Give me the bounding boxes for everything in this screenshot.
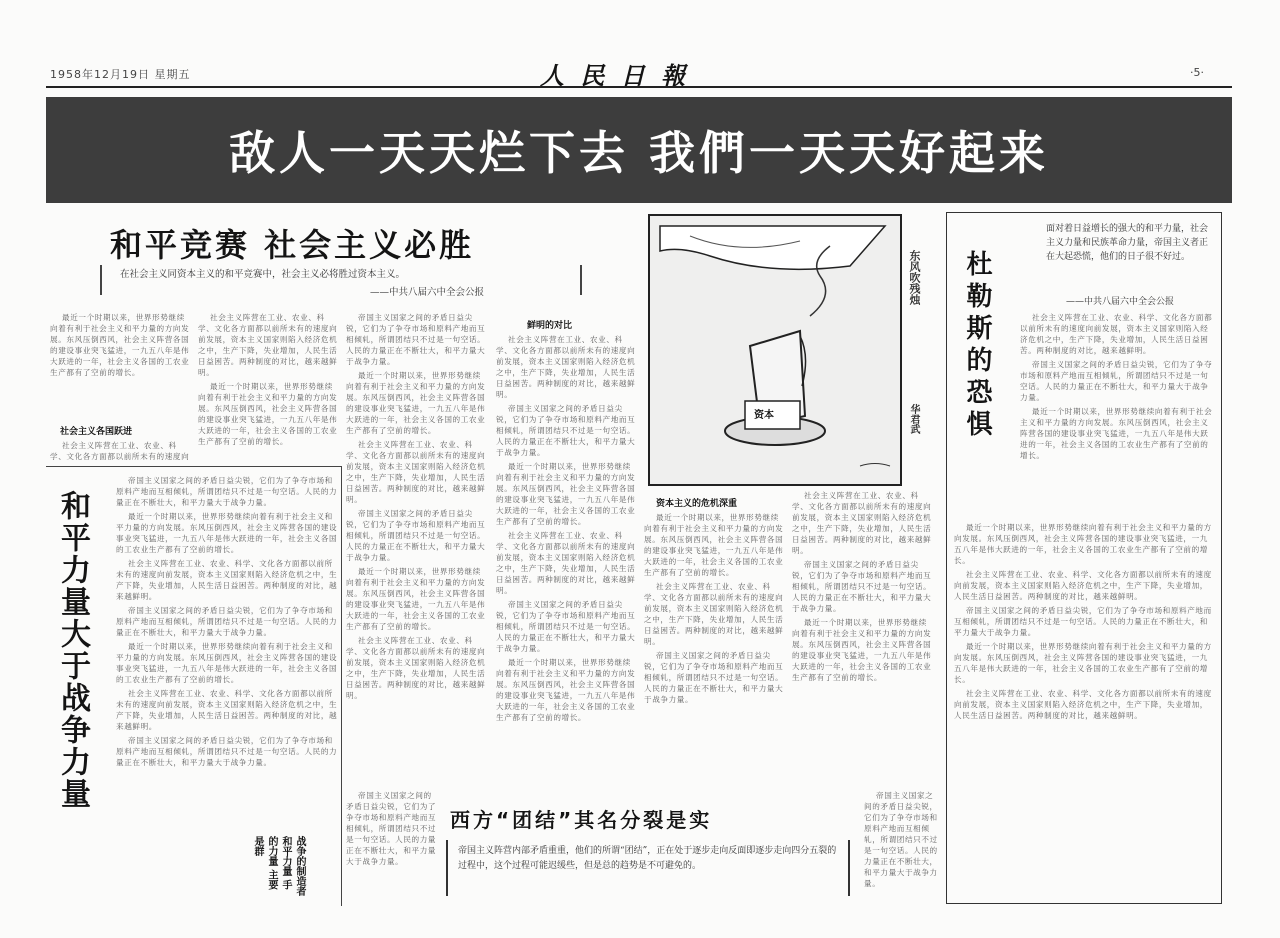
lead-headline: 和平竞赛 社会主义必胜 <box>110 226 475 264</box>
dulles-paragraph: 帝国主义国家之间的矛盾日益尖锐，它们为了争夺市场和原料产地而互相倾轧，所谓团结只不过是一句空话。人民的力量正在不断壮大，和平力量大于战争力量。 <box>1020 360 1213 402</box>
lead-quote: 在社会主义同资本主义的和平竞赛中，社会主义必将胜过资本主义。 <box>120 269 406 280</box>
dulles-paragraph: 社会主义阵营在工业、农业、科学、文化各方面都以前所未有的速度向前发展，资本主义国家则陷入经济危机之中，生产下降，失业增加，人民生活日益困苦。两种制度的对比，越来越鲜明。 <box>1020 313 1213 355</box>
lead-paragraph: 最近一个时期以来，世界形势继续向着有利于社会主义和平力量的方向发展。东风压倒西风，社会主义阵营各国的建设事业突飞猛进，一九五八年是伟大跃进的一年，社会主义各国的工农业生产都有了空前的增长。 <box>346 567 486 631</box>
cartoon-paragraph: 最近一个时期以来，世界形势继续向着有利于社会主义和平力量的方向发展。东风压倒西风，社会主义阵营各国的建设事业突飞猛进，一九五八年是伟大跃进的一年，社会主义各国的工农业生产都有了空前的增长。 <box>644 513 784 577</box>
lower-column-1 <box>346 790 438 900</box>
lead-paragraph: 最近一个时期以来，世界形势继续向着有利于社会主义和平力量的方向发展。东风压倒西风，社会主义阵营各国的建设事业突飞猛进，一九五八年是伟大跃进的一年，社会主义各国的工农业生产都有了空前的增长。 <box>50 313 190 377</box>
lead-column-3 <box>346 312 488 782</box>
dulles-paragraph: 帝国主义国家之间的矛盾日益尖锐，它们为了争夺市场和原料产地而互相倾轧，所谓团结只不过是一句空话。人民的力量正在不断壮大，和平力量大于战争力量。 <box>954 606 1212 637</box>
cartoon-paragraph: 社会主义阵营在工业、农业、科学、文化各方面都以前所未有的速度向前发展，资本主义国家则陷入经济危机之中，生产下降，失业增加，人民生活日益困苦。两种制度的对比，越来越鲜明。 <box>792 491 932 555</box>
dulles-paragraph: 社会主义阵营在工业、农业、科学、文化各方面都以前所未有的速度向前发展，资本主义国家则陷入经济危机之中，生产下降，失业增加，人民生活日益困苦。两种制度的对比，越来越鲜明。 <box>954 570 1212 601</box>
lead-paragraph: 帝国主义国家之间的矛盾日益尖锐，它们为了争夺市场和原料产地而互相倾轧，所谓团结只不过是一句空话。人民的力量正在不断壮大，和平力量大于战争力量。 <box>496 404 636 457</box>
peace-paragraph: 帝国主义国家之间的矛盾日益尖锐，它们为了争夺市场和原料产地而互相倾轧，所谓团结只不过是一句空话。人民的力量正在不断壮大，和平力量大于战争力量。 <box>116 606 338 637</box>
lead-paragraph: 最近一个时期以来，世界形势继续向着有利于社会主义和平力量的方向发展。东风压倒西风，社会主义阵营各国的建设事业突飞猛进，一九五八年是伟大跃进的一年，社会主义各国的工农业生产都有了空前的增长。 <box>198 382 338 446</box>
banner-headline: 敌人一天天烂下去 我們一天天好起来 <box>46 97 1232 203</box>
cartoon-title: 东风吹残烛 <box>908 250 921 305</box>
lead-column-2 <box>198 312 338 462</box>
section-rule <box>46 466 342 467</box>
lead-column-1b <box>50 440 190 462</box>
lead-column-1 <box>50 312 190 404</box>
dulles-column-top <box>1020 312 1216 518</box>
cup-label: 资本 <box>754 410 774 421</box>
dulles-quote: 面对着日益增长的强大的和平力量，社会主义力量和民族革命力量，帝国主义者正在大起恐慌，他们的日子很不好过。 <box>1046 224 1209 262</box>
cartoon-paragraph: 最近一个时期以来，世界形势继续向着有利于社会主义和平力量的方向发展。东风压倒西风，社会主义阵营各国的建设事业突飞猛进，一九五八年是伟大跃进的一年，社会主义各国的工农业生产都有了空前的增长。 <box>792 618 932 682</box>
dulles-headline: 杜勒斯的恐惧 <box>962 250 992 442</box>
lead-paragraph: 社会主义阵营在工业、农业、科学、文化各方面都以前所未有的速度向前发展，资本主义国家则陷入经济危机之中，生产下降，失业增加，人民生活日益困苦。两种制度的对比，越来越鲜明。 <box>496 531 636 595</box>
cartoon-frame <box>648 214 902 486</box>
lead-paragraph: 社会主义阵营在工业、农业、科学、文化各方面都以前所未有的速度向前发展，资本主义国家则陷入经济危机之中，生产下降，失业增加，人民生活日益困苦。两种制度的对比，越来越鲜明。 <box>346 636 486 700</box>
dulles-quote-source: ——中共八届六中全会公报 <box>1066 297 1175 307</box>
column-subhead: 鲜明的对比 <box>527 321 573 331</box>
peace-paragraph: 社会主义阵营在工业、农业、科学、文化各方面都以前所未有的速度向前发展，资本主义国家则陷入经济危机之中，生产下降，失业增加，人民生活日益困苦。两种制度的对比，越来越鲜明。 <box>116 689 338 731</box>
quote-bracket-left <box>100 265 102 295</box>
quote-bracket-right <box>580 265 582 295</box>
west-quote-box <box>446 840 850 896</box>
lead-paragraph: 社会主义阵营在工业、农业、科学、文化各方面都以前所未有的速度向前发展，资本主义国家则陷入经济危机之中，生产下降，失业增加，人民生活日益困苦。两种制度的对比，越来越鲜明。 <box>346 440 486 504</box>
lead-paragraph: 帝国主义国家之间的矛盾日益尖锐，它们为了争夺市场和原料产地而互相倾轧，所谓团结只不过是一句空话。人民的力量正在不断壮大，和平力量大于战争力量。 <box>346 313 486 366</box>
masthead-paper-name: 人 民 日 報 <box>540 61 690 90</box>
column-divider <box>341 466 342 906</box>
candle-cartoon-illustration <box>650 216 900 484</box>
lead-quote-source: ——中共八届六中全会公报 <box>370 287 485 298</box>
dulles-paragraph: 最近一个时期以来，世界形势继续向着有利于社会主义和平力量的方向发展。东风压倒西风，社会主义阵营各国的建设事业突飞猛进，一九五八年是伟大跃进的一年，社会主义各国的工农业生产都有了空前的增长。 <box>954 642 1212 684</box>
cartoon-caption: 资本主义的危机深重 <box>656 499 738 509</box>
lead-paragraph: 最近一个时期以来，世界形势继续向着有利于社会主义和平力量的方向发展。东风压倒西风，社会主义阵营各国的建设事业突飞猛进，一九五八年是伟大跃进的一年，社会主义各国的工农业生产都有了空前的增长。 <box>496 462 636 526</box>
peace-paragraph: 最近一个时期以来，世界形势继续向着有利于社会主义和平力量的方向发展。东风压倒西风，社会主义阵营各国的建设事业突飞猛进，一九五八年是伟大跃进的一年，社会主义各国的工农业生产都有了空前的增长。 <box>116 512 338 554</box>
lead-paragraph: 社会主义阵营在工业、农业、科学、文化各方面都以前所未有的速度向前发展，资本主义国家则陷入经济危机之中，生产下降，失业增加，人民生活日益困苦。两种制度的对比，越来越鲜明。 <box>496 335 636 399</box>
west-headline: 西方“团结”其名分裂是实 <box>450 808 713 832</box>
lead-paragraph: 帝国主义国家之间的矛盾日益尖锐，它们为了争夺市场和原料产地而互相倾轧，所谓团结只不过是一句空话。人民的力量正在不断壮大，和平力量大于战争力量。 <box>346 509 486 562</box>
dulles-paragraph: 最近一个时期以来，世界形势继续向着有利于社会主义和平力量的方向发展。东风压倒西风，社会主义阵营各国的建设事业突飞猛进，一九五八年是伟大跃进的一年，社会主义各国的工农业生产都有了空前的增长。 <box>1020 407 1213 460</box>
cartoon-column-2 <box>792 490 932 780</box>
lead-paragraph: 最近一个时期以来，世界形势继续向着有利于社会主义和平力量的方向发展。东风压倒西风，社会主义阵营各国的建设事业突飞猛进，一九五八年是伟大跃进的一年，社会主义各国的工农业生产都有了空前的增长。 <box>496 658 636 722</box>
dulles-column-bottom <box>954 522 1216 898</box>
vertical-headline: 和平力量大于战争力量 <box>55 490 90 810</box>
west-column <box>864 790 940 900</box>
lead-paragraph: 社会主义阵营在工业、农业、科学、文化各方面都以前所未有的速度向 <box>50 441 190 461</box>
cartoon-paragraph: 社会主义阵营在工业、农业、科学、文化各方面都以前所未有的速度向前发展，资本主义国家则陷入经济危机之中，生产下降，失业增加，人民生活日益困苦。两种制度的对比，越来越鲜明。 <box>644 582 784 646</box>
west-quote: 帝国主义阵营内部矛盾重重，他们的所谓“团结”，正在处于逐步走向反面即逐步走向四分五裂的过程中，这个过程可能迟缓些，但是总的趋势是不可避免的。 <box>458 846 837 871</box>
masthead-page-number: ·5· <box>1190 66 1204 79</box>
lead-paragraph: 帝国主义国家之间的矛盾日益尖锐，它们为了争夺市场和原料产地而互相倾轧，所谓团结只不过是一句空话。人民的力量正在不断壮大，和平力量大于战争力量。 <box>496 600 636 653</box>
peace-paragraph: 社会主义阵营在工业、农业、科学、文化各方面都以前所未有的速度向前发展，资本主义国家则陷入经济危机之中，生产下降，失业增加，人民生活日益困苦。两种制度的对比，越来越鲜明。 <box>116 559 338 601</box>
peace-paragraph: 最近一个时期以来，世界形势继续向着有利于社会主义和平力量的方向发展。东风压倒西风，社会主义阵营各国的建设事业突飞猛进，一九五八年是伟大跃进的一年，社会主义各国的工农业生产都有了空前的增长。 <box>116 642 338 684</box>
peace-column-1 <box>116 475 338 895</box>
masthead-rule <box>46 86 1232 88</box>
peace-paragraph: 帝国主义国家之间的矛盾日益尖锐，它们为了争夺市场和原料产地而互相倾轧，所谓团结只不过是一句空话。人民的力量正在不断壮大，和平力量大于战争力量。 <box>116 476 338 507</box>
west-paragraph: 帝国主义国家之间的矛盾日益尖锐，它们为了争夺市场和原料产地而互相倾轧，所谓团结只不过是一句空话。人民的力量正在不断壮大，和平力量大于战争力量。 <box>864 791 938 888</box>
small-vertical-head: 战争的制造者 和平力量 手的力量 主要是群 <box>252 836 305 896</box>
dulles-paragraph: 最近一个时期以来，世界形势继续向着有利于社会主义和平力量的方向发展。东风压倒西风，社会主义阵营各国的建设事业突飞猛进，一九五八年是伟大跃进的一年，社会主义各国的工农业生产都有了空前的增长。 <box>954 523 1212 565</box>
lower-paragraph: 帝国主义国家之间的矛盾日益尖锐，它们为了争夺市场和原料产地而互相倾轧，所谓团结只不过是一句空话。人民的力量正在不断壮大，和平力量大于战争力量。 <box>346 791 437 866</box>
cartoon-paragraph: 帝国主义国家之间的矛盾日益尖锐，它们为了争夺市场和原料产地而互相倾轧，所谓团结只不过是一句空话。人民的力量正在不断壮大，和平力量大于战争力量。 <box>644 651 784 704</box>
cartoon-artist: 华君武 <box>908 404 919 434</box>
cartoon-paragraph: 帝国主义国家之间的矛盾日益尖锐，它们为了争夺市场和原料产地而互相倾轧，所谓团结只不过是一句空话。人民的力量正在不断壮大，和平力量大于战争力量。 <box>792 560 932 613</box>
lead-paragraph: 社会主义阵营在工业、农业、科学、文化各方面都以前所未有的速度向前发展，资本主义国家则陷入经济危机之中，生产下降，失业增加，人民生活日益困苦。两种制度的对比，越来越鲜明。 <box>198 313 338 377</box>
peace-paragraph: 帝国主义国家之间的矛盾日益尖锐，它们为了争夺市场和原料产地而互相倾轧，所谓团结只不过是一句空话。人民的力量正在不断壮大，和平力量大于战争力量。 <box>116 736 338 767</box>
masthead-date: 1958年12月19日 星期五 <box>50 68 191 81</box>
dulles-paragraph: 社会主义阵营在工业、农业、科学、文化各方面都以前所未有的速度向前发展，资本主义国家则陷入经济危机之中，生产下降，失业增加，人民生活日益困苦。两种制度的对比，越来越鲜明。 <box>954 689 1212 720</box>
lead-column-4 <box>496 334 636 784</box>
cartoon-column-1 <box>644 512 784 772</box>
lead-paragraph: 最近一个时期以来，世界形势继续向着有利于社会主义和平力量的方向发展。东风压倒西风，社会主义阵营各国的建设事业突飞猛进，一九五八年是伟大跃进的一年，社会主义各国的工农业生产都有了空前的增长。 <box>346 371 486 435</box>
lead-subheading: 社会主义各国跃进 <box>60 427 133 437</box>
